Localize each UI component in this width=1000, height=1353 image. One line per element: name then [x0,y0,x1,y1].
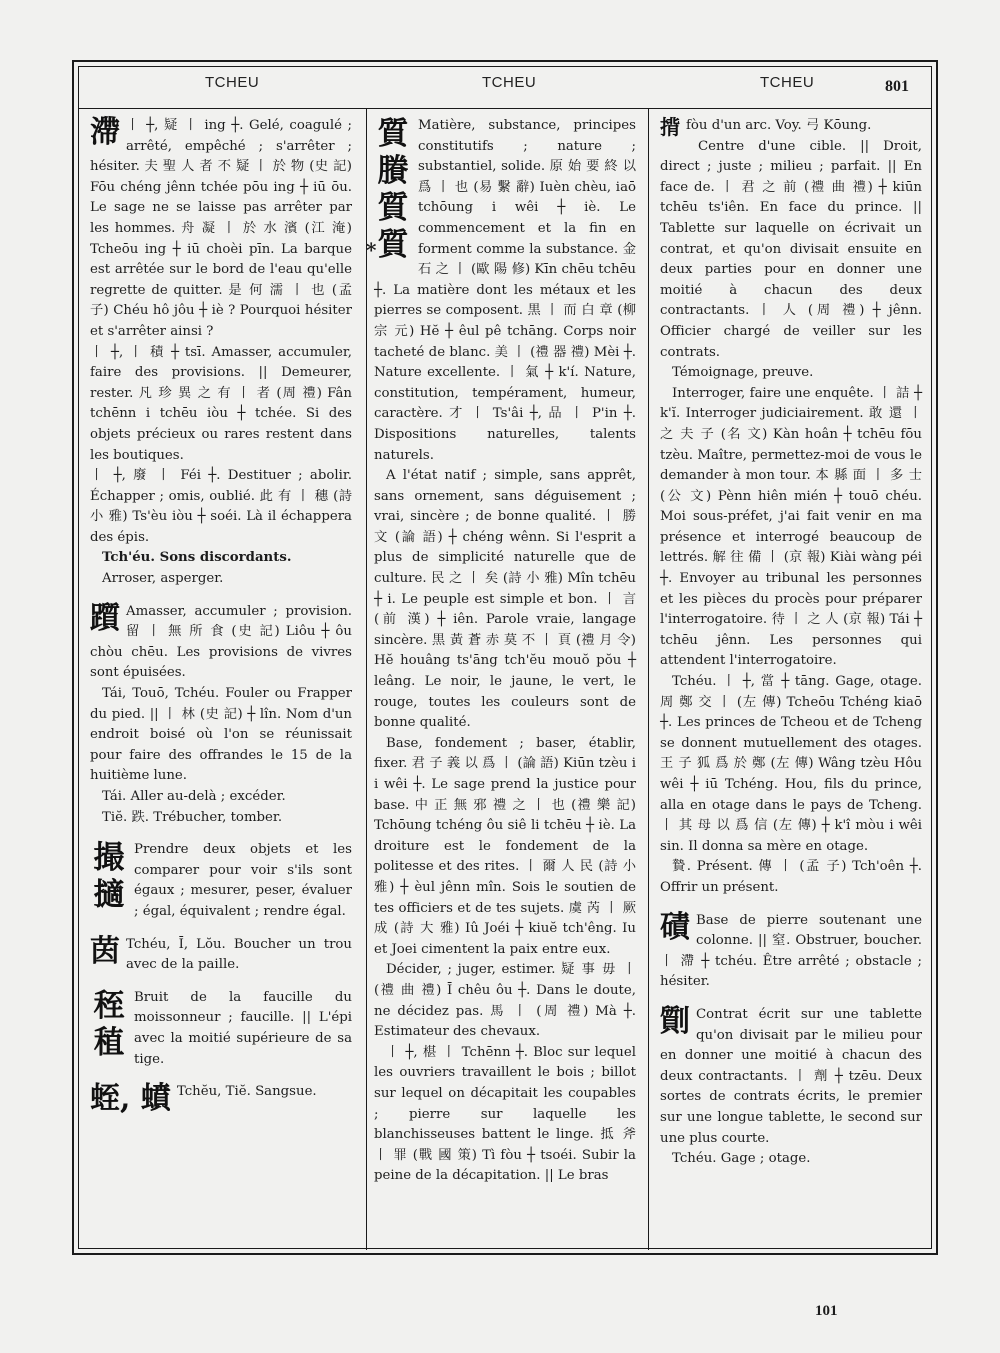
definition-text: Décider, ; juger, estimer. 疑 事 毋 丨 (禮 曲 禮) Ī chêu ôu ┼. Dans le doute, ne décidez pas. 馬 丨 (周 禮) Mà ┼. Estimateur des chevaux. [374,962,636,1040]
entry-zhi-substance [366,116,636,1187]
definition-text: Matière, substance, principes constitutifs ; nature ; substantiel, solide. 原 始 要 終 以 爲 丨 也 (易 繫 辭) Iuèn chèu, iaō tchōung i wêi ┼ iè. Le commencement et la fin en forment comme la substance. 金 石 之 丨 (歐 陽 修) Kīn chēu tchēu ┼. La matière dont les métaux et les pierres se composent. 黒 丨 而 白 章 (柳 宗 元) Hĕ ┼ êul pê tchāng. Corps noir tacheté de blanc. 美 丨 (禮 器 禮) Mèi ┼. Nature excellente. 丨 氣 ┼ k'í. Nature, constitution, tempérament, humeur, caractère. 才 丨 Ts'âi ┼, 品 丨 P'in ┼. Dispositions naturelles, talents naturels. [374,118,636,463]
column-1 [90,116,352,1244]
definition-text: Tái. Aller au-delà ; excéder. [102,789,286,804]
definition-text: 丨 ┼, 疑 丨 ing ┼. Gelé, coagulé ; arrêté, empêché ; s'arrêter ; hésiter. 夫 聖 人 者 不 疑 丨 於 物 (史 記) Fōu chéng jênn tchée pōu ing ┼ iū ōu. Le sage ne se laisse pas arrêter par les hommes. 舟 凝 丨 於 水 濱 (江 淹) Tcheōu ing ┼ iū choèi pīn. La barque est arrêtée sur le bord de l'eau qu'elle regrette de quitter. 是 何 濡 丨 也 (孟 子) Chéu hô jôu ┼ iè ? Pourquoi hésiter et s'arrêter ainsi ? [90,118,352,339]
definition-text: Bruit de la faucille du moissonneur ; faucille. || L'épi avec la moitié supérieure de sa tige. [134,989,352,1067]
headword: 滯 [90,115,120,150]
definition-text: Arroser, asperger. [102,571,224,587]
definition-text: Tchĕu, Tiĕ. Sangsue. [176,1084,317,1100]
page-number: 801 [885,78,909,95]
headword: 蛭, 蟦 [90,1081,171,1117]
definition-text: 丨 ┼, 丨 積 ┼ tsī. Amasser, accumuler, faire des provisions. || Demeurer, rester. 凡 珍 異 之 有 丨 者 (周 禮) Fân tchēnn i tchēu iòu ┼ tchée. Si des objets précieux ou rares restent dans les boutiques. [90,344,352,463]
headword: 磧 [660,909,690,945]
headword: 躓 [90,600,120,636]
definition-text: Tchéu, Ī, Lŏu. Boucher un trou avec de la paille. [126,936,352,973]
asterisk-mark: * [366,238,377,262]
entry-leech [90,1081,352,1117]
column-2 [366,116,636,1244]
entry-zhi-trip [90,602,352,829]
definition-text: 贄. Présent. 傳 丨 (孟 子) Tch'oên ┼. Offrir un présent. [660,859,922,895]
entry-sickle [90,988,352,1070]
definition-text: 丨 ┼, 廢 丨 Féi ┼. Destituer ; abolir. Échapper ; omis, oublié. 此 有 丨 穗 (詩 小 雅) Ts'èu iòu ┼ soéi. Là il échappera des épis. [90,468,352,545]
headword: 茵 [90,933,120,969]
headword: 秷 稙 [93,987,125,1061]
definition-text: Tchéu. Gage ; otage. [672,1151,811,1167]
running-head-left: TCHEU [205,74,260,91]
definition-text: Base de pierre soutenant une colonne. || 窒. Obstruer, boucher. 丨 滯 ┼ tchéu. Être arrêté ; obstacle ; hésiter. [660,912,922,990]
definition-text: Tch'éu. Sons discordants. [102,550,292,566]
headword: 撮 擿 [93,840,125,914]
entry-stone-base [660,911,922,993]
running-head-right: TCHEU [760,74,815,91]
headword: 揹 [660,115,680,139]
definition-text: Centre d'une cible. || Droit, direct ; juste ; milieu ; parfait. || En face de. 丨 君 之 前 (禮 曲 禮) ┼ kiūn tchēu ts'iên. En face du prince. || Tablette sur laquelle on écrivait un contrat, et qu'on divisait ensuite en deux parties pour en donner une moitié à chacun des deux contractants. 丨 人 (周 禮) ┼ jênn. Officier chargé de veiller sur les contrats. [660,138,922,360]
definition-text: Tiĕ. 跌. Trébucher, tomber. [102,809,283,825]
headword: 質 賸 質 質 [377,116,409,263]
column-3 [660,116,922,1244]
definition-text: Base, fondement ; baser, établir, fixer. 君 子 義 以 爲 丨 (論 語) Kiūn tzèu i i wêi ┼. Le sage prend la justice pour base. 中 正 無 邪 禮 之 丨 也 (禮 樂 記) Tchōung tchéng ôu siê li tchēu ┼ iè. La droiture est le fondement de la politesse et des rites. 丨 爾 人 民 (詩 小 雅) ┼ èul jênn mîn. Sois le soutien de tes officiers et de tes sujets. 虞 芮 丨 厥 成 (詩 大 雅) Iû Joéi ┼ kiuĕ tch'êng. Iu et Joei cimentent la paix entre eux. [374,735,636,957]
definition-text: 丨 ┼, 椹 丨 Tchēnn ┼. Bloc sur lequel les ouvriers travaillent le bois ; billot sur lequel on décapitait les coupables ; pierre sur laquelle les blanchisseuses battent le linge. 抵 斧 丨 罪 (戰 國 策) Tì fòu ┼ tsoéi. Subir la peine de la décapitation. || Le bras [374,1044,636,1184]
header-rule [78,108,932,109]
column-rule-2 [648,108,649,1250]
entry-compare [90,840,352,922]
definition-text: Interroger, faire une enquête. 丨 詰 ┼ k'ĭ. Interroger judiciairement. 敢 還 丨 之 夫 子 (名 文) Kàn hoân ┼ tchēu fōu tzèu. Maître, permettez-moi de vous le demander à mon tour. 本 縣 面 丨 多 士 (公 文) Pènn hiên mién ┼ touō chéu. Moi sous-préfet, j'ai fait venir en ma présence et interrogé beaucoup de lettrés. 解 往 備 丨 (京 報) Kiài wàng péi ┼. Envoyer au tribunal les personnes et les pièces du procès pour préparer l'interrogatoire. 待 丨 之 人 (京 報) Tái ┼ tchēu jênn. Les personnes qui attendent l'interrogatoire. [660,385,922,669]
entry-plug [90,935,352,976]
definition-text: Tái, Touō, Tchéu. Fouler ou Frapper du pied. || 丨 林 (史 記) ┼ lîn. Nom d'un endroit boisé où l'on se réunissait pour faire des offrandes le 15 de la huitième lune. [90,686,352,784]
entry-contract [660,1005,922,1170]
definition-text: fòu d'un arc. Voy. 弓 Kōung. [686,118,872,133]
definition-text: Amasser, accumuler ; provision. 留 丨 無 所 食 (史 記) Liôu ┼ ôu chòu chēu. Les provisions de vivres sont épuisées. [90,603,352,681]
sheet-number: 101 [815,1303,838,1319]
running-head-center: TCHEU [482,74,537,91]
headword: 劕 [660,1003,690,1039]
definition-text: Témoignage, preuve. [672,365,814,381]
column-rule-1 [366,108,367,1250]
definition-text: A l'état natif ; simple, sans apprêt, sans ornement, sans déguisement ; vrai, sincère ; de bonne qualité. 丨 勝 文 (論 語) ┼ chéng wênn. Si l'esprit a plus de simplicité naturelle que de culture. 民 之 丨 矣 (詩 小 雅) Mîn tchēu ┼ i. Le peuple est simple et bon. 丨 言 (前 漢) ┼ iên. Parole vraie, langage sincère. 黒 黃 蒼 赤 莫 不 丨 頁 (禮 月 令) Hĕ houâng ts'āng tch'ĕu mouŏ pŏu ┼ leâng. Le noir, le jaune, le vert, le rouge, toutes les couleurs sont de bonne qualité. [374,468,636,731]
definition-text: Contrat écrit sur une tablette qu'on divisait par le milieu pour en donner une moitié à chacun des deux contractants. 丨 劑 ┼ tzēu. Deux sortes de contrats écrits, le premier sur une longue tablette, le second sur une plus courte. [660,1006,922,1146]
definition-text: Prendre deux objets et les comparer pour voir s'ils sont égaux ; mesurer, peser, évaluer ; égal, équivalent ; rendre égal. [134,842,352,919]
entry-zhi-stagnate [90,116,352,590]
entry-target [660,116,922,899]
definition-text: Tchéu. 丨 ┼, 當 ┼ tāng. Gage, otage. 周 鄭 交 丨 (左 傳) Tcheōu Tchéng kiaō ┼. Les princes de Tcheou et de Tcheng se donnent mutuellement des otages. 王 子 狐 爲 於 鄭 (左 傳) Wâng tzèu Hôu wêi ┼ iū Tchéng. Hou, fils du prince, alla en otage dans le pays de Tcheng. 丨 其 母 以 爲 信 (左 傳) ┼ k'î mòu i wêi sin. Il donna sa mère en otage. [660,674,922,854]
